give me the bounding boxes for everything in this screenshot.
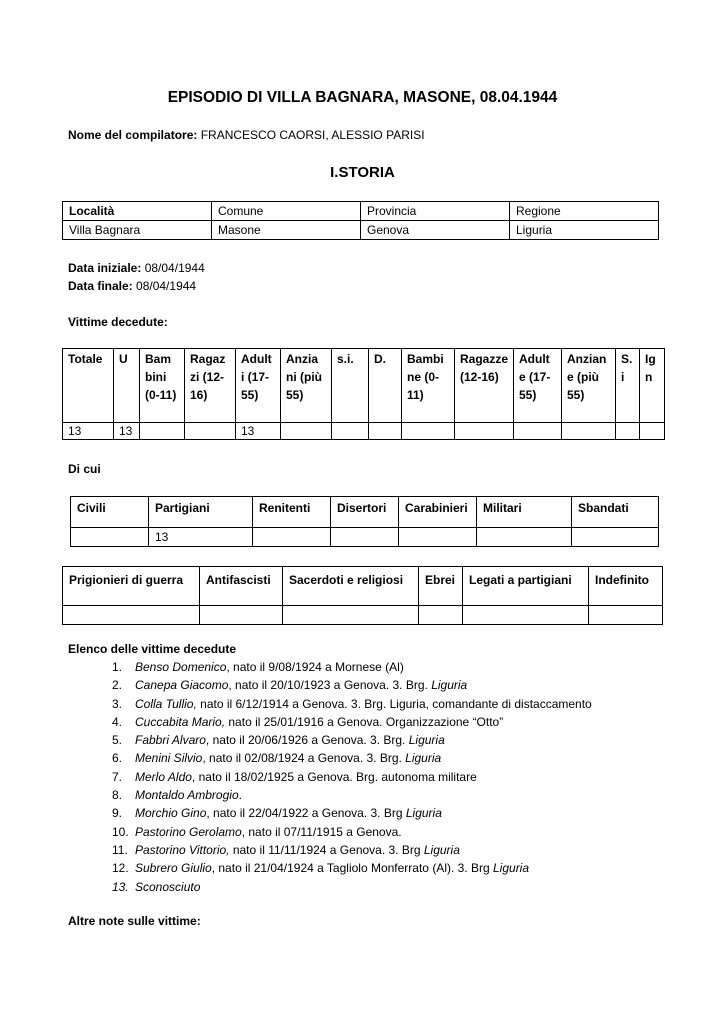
victim-name: Benso Domenico bbox=[135, 660, 227, 674]
list-item-number: 10. bbox=[112, 824, 129, 839]
dicui-label: Di cui bbox=[68, 462, 101, 476]
victims-label: Vittime decedute: bbox=[68, 315, 168, 329]
victim-name: Colla Tullio, bbox=[135, 696, 197, 711]
victims-header-cell: Ragaz zi (12-16) bbox=[185, 349, 236, 423]
victims-value-cell bbox=[616, 423, 640, 440]
victim-name: Morchio Gino bbox=[135, 806, 207, 821]
end-date-line bbox=[68, 279, 196, 293]
victims-value-cell bbox=[281, 423, 332, 440]
dicui-value-cell bbox=[477, 528, 572, 547]
victims-value-cell: 13 bbox=[114, 423, 140, 440]
start-date-value: 08/04/1944 bbox=[144, 261, 205, 275]
prisoners-header-row bbox=[63, 567, 663, 606]
list-item bbox=[68, 786, 592, 804]
end-date-value: 08/04/1944 bbox=[136, 279, 197, 293]
victim-name: Subrero Giulio bbox=[135, 861, 212, 876]
victims-header-cell: Ragazze (12-16) bbox=[455, 349, 514, 423]
list-item-number: 1. bbox=[112, 660, 123, 674]
victim-details: , nato il 20/10/1923 a Genova. 3. Brg. bbox=[228, 678, 432, 693]
start-date-line bbox=[68, 261, 205, 275]
dicui-header-row bbox=[71, 497, 659, 528]
location-header-regione: Regione bbox=[510, 202, 659, 221]
victims-header-cell: S. i bbox=[616, 349, 640, 423]
location-header-localita: Località bbox=[63, 202, 212, 221]
victim-brigade: Liguria bbox=[493, 861, 530, 876]
list-item-number: 8. bbox=[112, 788, 123, 803]
list-item-number: 7. bbox=[112, 769, 123, 784]
dicui-header-partigiani: Partigiani bbox=[149, 497, 253, 528]
dicui-header-militari: Militari bbox=[477, 497, 572, 528]
dicui-header-civili: Civili bbox=[71, 497, 149, 528]
victims-value-cell bbox=[455, 423, 514, 440]
victims-header-cell: Bam bini (0-11) bbox=[140, 349, 185, 423]
other-notes-label: Altre note sulle vittime: bbox=[68, 914, 201, 928]
victims-table bbox=[62, 348, 665, 440]
victims-header-cell: Anzian e (più 55) bbox=[562, 349, 616, 423]
victim-details: . bbox=[238, 788, 242, 803]
victim-details: , nato il 21/04/1924 a Tagliolo Monferrato (Al). 3. Brg bbox=[211, 861, 493, 876]
list-item bbox=[68, 731, 592, 749]
victim-details: , nato il 02/08/1924 a Genova. 3. Brg. bbox=[202, 751, 406, 766]
victim-name: Pastorino Gerolamo bbox=[135, 824, 242, 839]
prisoners-value-cell bbox=[63, 606, 200, 625]
prisoners-header-cell: Prigionieri di guerra bbox=[63, 567, 200, 606]
victims-header-cell: Totale bbox=[63, 349, 114, 423]
document-title: EPISODIO DI VILLA BAGNARA, MASONE, 08.04.1944 bbox=[167, 89, 558, 106]
compiler-line bbox=[68, 128, 425, 142]
list-item-number: 13. bbox=[112, 879, 129, 894]
victims-header-cell: Ig n bbox=[640, 349, 665, 423]
list-item-number: 6. bbox=[112, 751, 123, 766]
prisoners-header-cell: Antifascisti bbox=[200, 567, 283, 606]
victim-details: , nato il 18/02/1925 a Genova. Brg. autonoma militare bbox=[191, 769, 477, 784]
prisoners-value-row bbox=[63, 606, 663, 625]
prisoners-value-cell bbox=[463, 606, 589, 625]
list-item bbox=[68, 676, 592, 694]
victims-value-cell bbox=[140, 423, 185, 440]
victims-header-cell: s.i. bbox=[332, 349, 369, 423]
victims-value-cell bbox=[402, 423, 455, 440]
location-value-regione: Liguria bbox=[510, 221, 659, 240]
dicui-header-carabinieri: Carabinieri bbox=[399, 497, 477, 528]
victim-name: Sconosciuto bbox=[135, 879, 201, 894]
prisoners-header-cell: Legati a partigiani bbox=[463, 567, 589, 606]
list-item-number: 4. bbox=[112, 714, 123, 729]
location-header-provincia: Provincia bbox=[361, 202, 510, 221]
dicui-value-cell bbox=[572, 528, 659, 547]
compiler-value: FRANCESCO CAORSI, ALESSIO PARISI bbox=[200, 128, 425, 142]
victims-header-cell: Adult e (17-55) bbox=[514, 349, 562, 423]
victim-name: Cuccabita Mario, bbox=[135, 714, 226, 729]
victims-header-cell: U bbox=[114, 349, 140, 423]
location-value-comune: Masone bbox=[212, 221, 361, 240]
victims-value-row bbox=[63, 423, 665, 440]
dicui-value-cell bbox=[331, 528, 399, 547]
list-item bbox=[68, 859, 592, 877]
location-value-provincia: Genova bbox=[361, 221, 510, 240]
victim-name: Menini Silvio bbox=[135, 751, 203, 766]
prisoners-value-cell bbox=[589, 606, 663, 625]
victim-details: nato il 11/11/1924 a Genova. 3. Brg bbox=[229, 842, 424, 857]
prisoners-header-cell: Sacerdoti e religiosi bbox=[283, 567, 419, 606]
list-item-number: 9. bbox=[112, 806, 123, 821]
dicui-value-cell bbox=[71, 528, 149, 547]
victim-name: Canepa Giacomo bbox=[135, 678, 229, 693]
end-date-label: Data finale: bbox=[68, 279, 133, 293]
prisoners-value-cell bbox=[283, 606, 419, 625]
list-item bbox=[68, 658, 592, 676]
section-title: I.STORIA bbox=[330, 164, 395, 181]
victim-name: Pastorino Vittorio, bbox=[135, 842, 230, 857]
victims-value-cell: 13 bbox=[63, 423, 114, 440]
victim-details: nato il 25/01/1916 a Genova. Organizzazione “Otto” bbox=[225, 714, 504, 729]
dicui-header-sbandati: Sbandati bbox=[572, 497, 659, 528]
list-item bbox=[68, 768, 592, 786]
victims-value-cell bbox=[332, 423, 369, 440]
victim-brigade: Liguria bbox=[405, 751, 442, 766]
victims-value-cell bbox=[514, 423, 562, 440]
location-value-row bbox=[63, 221, 659, 240]
list-item bbox=[68, 823, 592, 841]
location-header-row bbox=[63, 202, 659, 221]
list-item-number: 12. bbox=[112, 861, 129, 876]
victim-brigade: Liguria bbox=[423, 842, 460, 857]
list-item bbox=[68, 749, 592, 767]
victims-list-label: Elenco delle vittime decedute bbox=[68, 642, 237, 656]
victims-value-cell: 13 bbox=[236, 423, 281, 440]
victim-details: , nato il 20/06/1926 a Genova. 3. Brg. bbox=[205, 733, 409, 748]
prisoners-table bbox=[62, 566, 663, 625]
prisoners-value-cell bbox=[419, 606, 463, 625]
victims-list bbox=[68, 658, 592, 896]
victim-details: nato il 6/12/1914 a Genova. 3. Brg. Liguria, comandante di distaccamento bbox=[196, 696, 592, 711]
victims-value-cell bbox=[369, 423, 402, 440]
location-value-localita: Villa Bagnara bbox=[63, 221, 212, 240]
victim-brigade: Liguria bbox=[405, 806, 442, 821]
compiler-label: Nome del compilatore: bbox=[68, 128, 198, 142]
location-table bbox=[62, 201, 659, 240]
victims-value-cell bbox=[640, 423, 665, 440]
victim-details: , nato il 07/11/1915 a Genova. bbox=[241, 824, 402, 839]
list-item bbox=[68, 878, 592, 896]
list-item-number: 2. bbox=[112, 678, 123, 693]
victims-header-cell: D. bbox=[369, 349, 402, 423]
victim-name: Montaldo Ambrogio bbox=[135, 788, 239, 803]
victim-brigade: Liguria bbox=[408, 733, 445, 748]
list-item bbox=[68, 713, 592, 731]
dicui-value-cell bbox=[399, 528, 477, 547]
victim-name: Fabbri Alvaro bbox=[135, 733, 206, 748]
location-header-comune: Comune bbox=[212, 202, 361, 221]
victims-header-cell: Bambi ne (0-11) bbox=[402, 349, 455, 423]
victim-brigade: Liguria bbox=[431, 678, 468, 693]
victim-name: Merlo Aldo bbox=[135, 769, 192, 784]
victims-header-cell: Anzia ni (più 55) bbox=[281, 349, 332, 423]
list-item bbox=[68, 841, 592, 859]
list-item-number: 11. bbox=[112, 842, 128, 857]
list-item bbox=[68, 804, 592, 822]
dicui-value-cell bbox=[253, 528, 331, 547]
dicui-value-cell: 13 bbox=[149, 528, 253, 547]
victim-details: , nato il 9/08/1924 a Mornese (Al) bbox=[226, 660, 404, 674]
victims-value-cell bbox=[562, 423, 616, 440]
victims-header-row bbox=[63, 349, 665, 423]
prisoners-header-cell: Ebrei bbox=[419, 567, 463, 606]
list-item bbox=[68, 695, 592, 713]
prisoners-value-cell bbox=[200, 606, 283, 625]
start-date-label: Data iniziale: bbox=[68, 261, 142, 275]
list-item-number: 5. bbox=[112, 733, 123, 748]
victim-details: , nato il 22/04/1922 a Genova. 3. Brg bbox=[206, 806, 406, 821]
list-item-number: 3. bbox=[112, 696, 123, 711]
victims-list-section bbox=[68, 640, 592, 896]
dicui-header-renitenti: Renitenti bbox=[253, 497, 331, 528]
dicui-table bbox=[70, 496, 659, 547]
victims-value-cell bbox=[185, 423, 236, 440]
dicui-value-row bbox=[71, 528, 659, 547]
prisoners-header-cell: Indefinito bbox=[589, 567, 663, 606]
dicui-header-disertori: Disertori bbox=[331, 497, 399, 528]
victims-header-cell: Adult i (17-55) bbox=[236, 349, 281, 423]
